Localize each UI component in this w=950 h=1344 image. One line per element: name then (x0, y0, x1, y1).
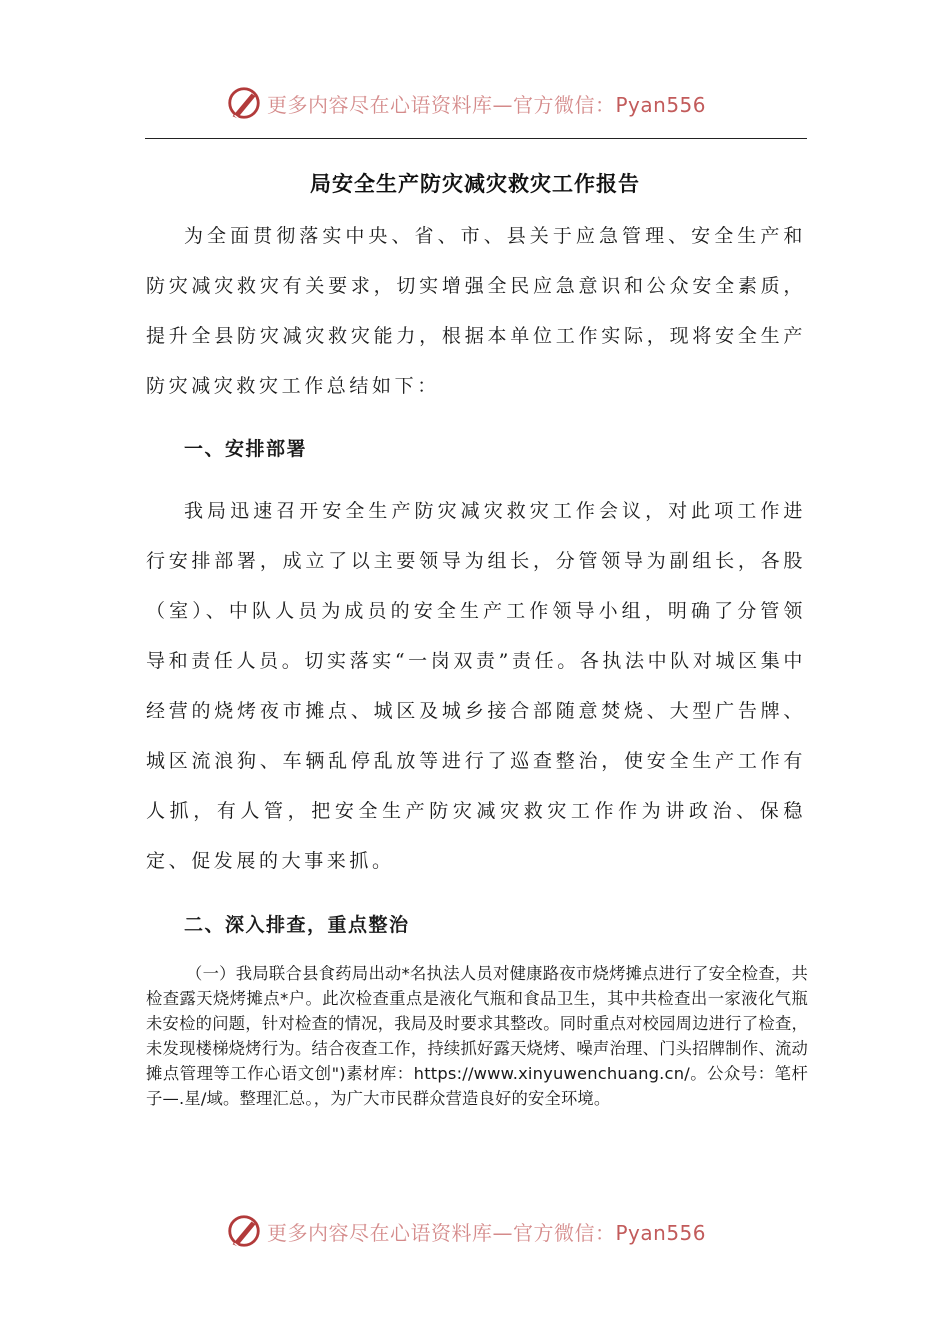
header-banner-text: 更多内容尽在心语资料库—官方微信：Pyan556 (267, 92, 707, 117)
intro-paragraph: 为全面贯彻落实中央、省、市、县关于应急管理、安全生产和防灾减灾救灾有关要求，切实增强全民应急意识和公众安全素质，提升全县防灾减灾救灾能力，根据本单位工作实际，现将安全生产防灾减灾救灾工作总结如下： (146, 225, 806, 397)
pen-logo-icon (225, 84, 263, 122)
header-banner (0, 78, 950, 128)
header-divider (145, 138, 807, 139)
section-2-paragraph: （一）我局联合县食药局出动*名执法人员对健康路夜市烧烤摊点进行了安全检查，共检查露天烧烤摊点*户。此次检查重点是液化气瓶和食品卫生，其中共检查出一家液化气瓶未安检的问题，针对检查的情况，我局及时要求其整改。同时重点对校园周边进行了检查，未发现楼梯烧烤行为。结合夜查工作，持续抓好露天烧烤、噪声治理、门头招牌制作、流动摊点管理等工作心语文创")素材库：https://www.xinyuwenchuang.cn/。公众号：笔杆子—.星/域。整理汇总。，为广大市民群众营造良好的安全环境。 (146, 964, 808, 1108)
document-title: 局安全生产防灾减灾救灾工作报告 (310, 172, 640, 197)
section-heading-2: 二、深入排查，重点整治 (184, 914, 410, 936)
section-heading-1: 一、安排部署 (184, 438, 308, 460)
section-1-paragraph: 我局迅速召开安全生产防灾减灾救灾工作会议，对此项工作进行安排部署，成立了以主要领导为组长，分管领导为副组长，各股（室）、中队人员为成员的安全生产工作领导小组，明确了分管领导和责任人员。切实落实“一岗双责”责任。各执法中队对城区集中经营的烧烤夜市摊点、城区及城乡接合部随意焚烧、大型广告牌、城区流浪狗、车辆乱停乱放等进行了巡查整治，使安全生产工作有人抓，有人管，把安全生产防灾减灾救灾工作作为讲政治、保稳定、促发展的大事来抓。 (146, 500, 806, 872)
footer-banner-content (225, 1206, 706, 1256)
header-banner-content (225, 78, 706, 128)
footer-banner-text: 更多内容尽在心语资料库—官方微信：Pyan556 (267, 1220, 707, 1245)
pen-logo-icon (225, 1212, 263, 1250)
footer-banner (0, 1206, 950, 1256)
